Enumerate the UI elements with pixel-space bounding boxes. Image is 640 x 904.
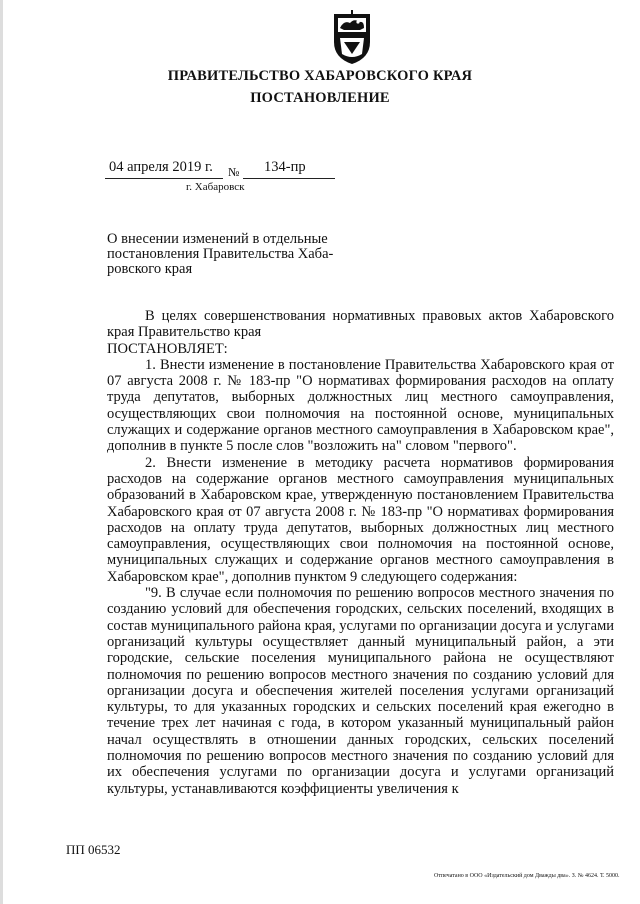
- doc-code: ПП 06532: [66, 842, 121, 857]
- authority-title: ПРАВИТЕЛЬСТВО ХАБАРОВСКОГО КРАЯ: [167, 68, 473, 84]
- number-underline: [243, 178, 335, 179]
- doc-type-title: ПОСТАНОВЛЕНИЕ: [250, 90, 390, 106]
- date-underline: [105, 178, 223, 179]
- doc-body: [107, 308, 614, 797]
- item-1-paragraph: 1. Внести изменение в постановление Правительства Хабаровского края от 07 августа 2008 г. № 183-пр "О нормативах формирования расходов на оплату труда депутатов, выборных должностных лиц местного самоуправления, осуществляющих свои полномочия на постоянной основе, муниципальных служащих и содержание органов местного самоуправления в Хабаровском крае", дополнив в пункте 5 после слов "возложить на" словом "первого".: [107, 356, 614, 455]
- doc-subject: О внесении изменений в отдельные постановления Правительства Хаба-ровского края: [107, 231, 334, 277]
- item-9-paragraph: "9. В случае если полномочия по решению вопросов местного значения по созданию условий для обеспечения городских, сельских поселений, входящих в состав муниципального района края, услугами по организации досуга и услугами организаций культуры осуществляет данный муниципальный район, а эти городские, сельские поселения муниципального района не осуществляют полномочия по решению вопросов местного значения по созданию условий для организации досуга и обеспечения жителей поселения услугами организаций культуры, то для указанных городских и сельских поселений края ежегодно в течение трех лет начиная с года, в котором указанный муниципальный район начал осуществлять в отношении данных городских, сельских поселений полномочия по решению вопросов местного значения по созданию условий для их обеспечения услугами по организации досуга и услугами организаций культуры, устанавливаются коэффициенты увеличения к: [107, 585, 614, 797]
- doc-city: г. Хабаровск: [186, 181, 245, 193]
- item-2-paragraph: 2. Внести изменение в методику расчета нормативов формирования расходов на содержание органов местного самоуправления муниципальных образований в Хабаровском крае, утвержденную постановлением Правительства Хабаровского края от 07 августа 2008 г. № 183-пр "О нормативах формирования расходов на оплату труда депутатов, выборных должностных лиц местного самоуправления, осуществляющих свои полномочия на постоянной основе, муниципальных служащих и содержание органов местного самоуправления в Хабаровском крае", дополнив пунктом 9 следующего содержания:: [107, 454, 614, 585]
- resolve-word: ПОСТАНОВЛЯЕТ:: [107, 340, 228, 357]
- printer-imprint: Отпечатано в ООО «Издательский дом Дважды два». З. № 4624. Т. 5000.: [434, 873, 620, 879]
- preamble-paragraph: В целях совершенствования нормативных правовых актов Хабаровского края Правительство края: [107, 308, 614, 341]
- coat-of-arms-icon: [330, 8, 374, 66]
- scan-edge: [0, 0, 3, 904]
- doc-number: 134-пр: [264, 159, 306, 175]
- number-sign: №: [228, 165, 240, 179]
- doc-date: 04 апреля 2019 г.: [109, 159, 213, 175]
